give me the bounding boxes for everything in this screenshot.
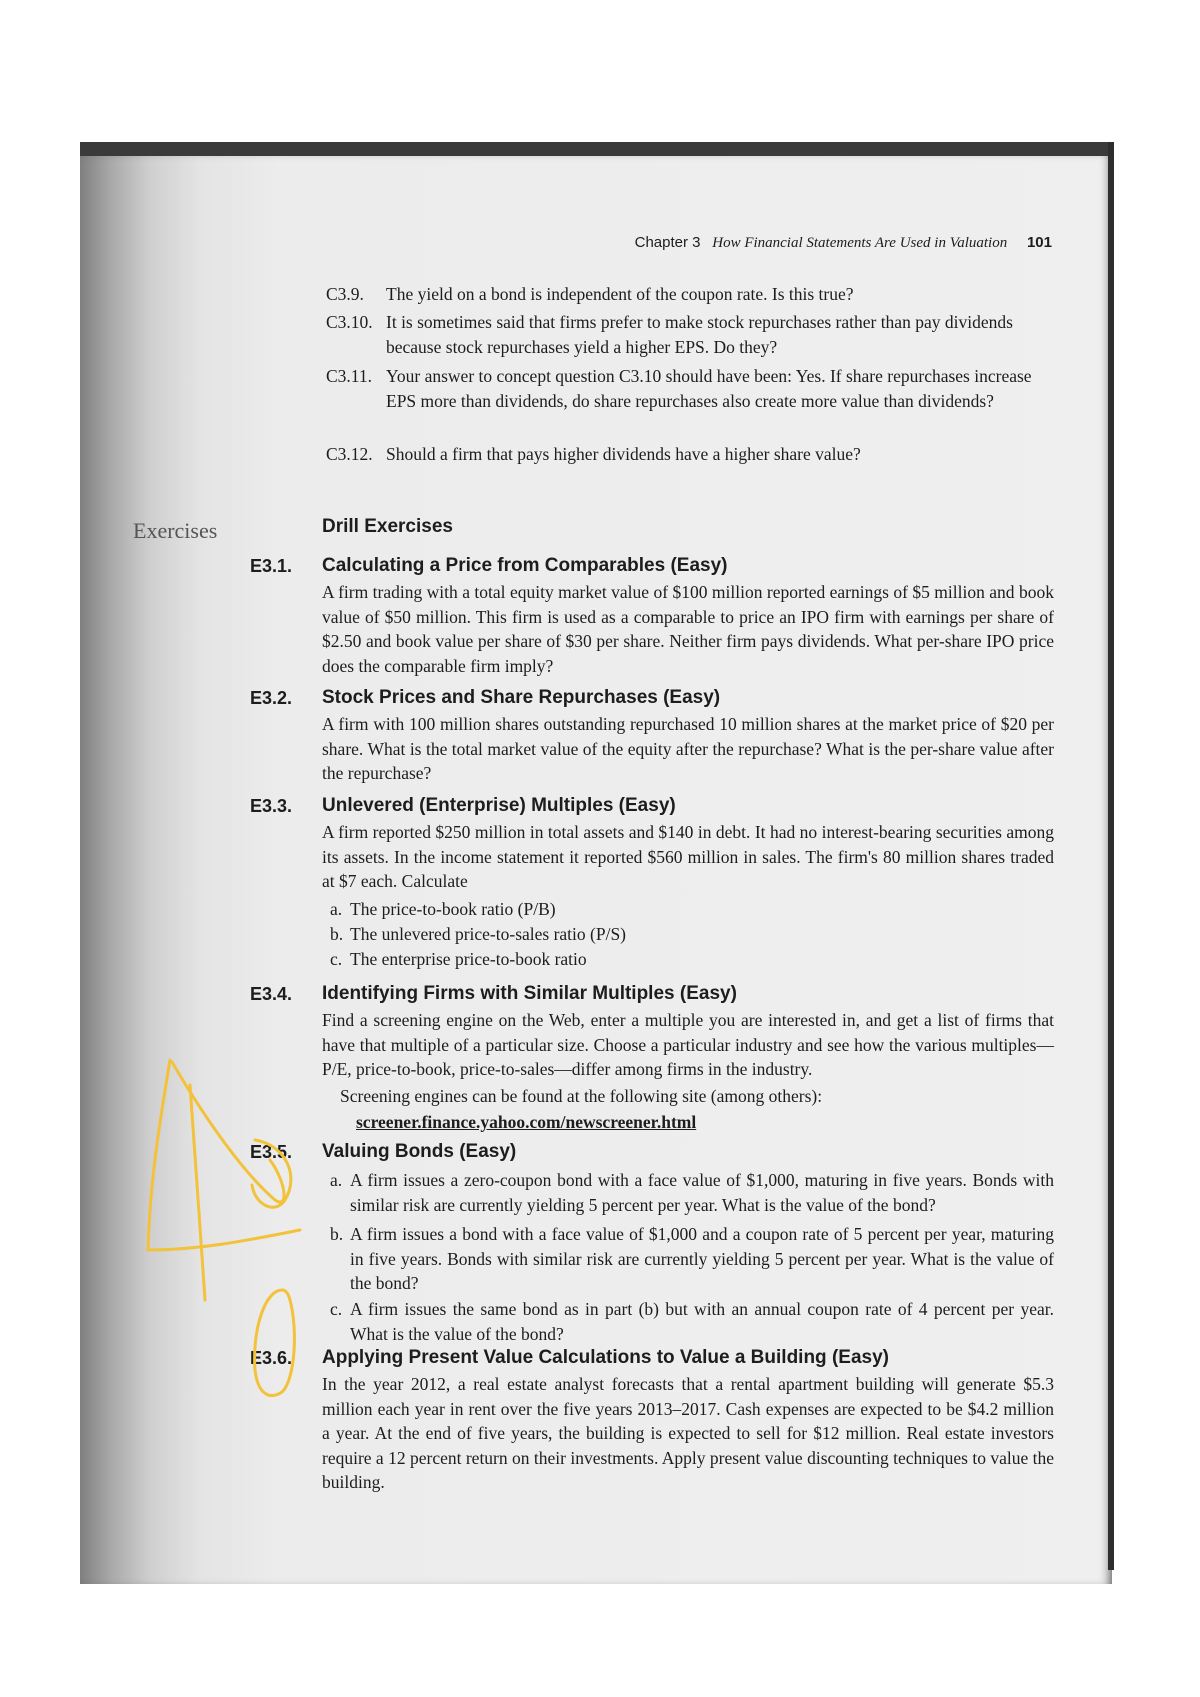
question-text: The yield on a bond is independent of the coupon rate. Is this true?	[386, 284, 854, 304]
list-item	[330, 1222, 1054, 1296]
concept-question	[326, 442, 1054, 467]
screening-note: Screening engines can be found at the following site (among others):	[340, 1086, 823, 1106]
question-text: It is sometimes said that firms prefer to make stock repurchases rather than pay dividends because stock repurchases yield a higher EPS. Do they?	[386, 312, 1013, 357]
item-letter: c.	[330, 1299, 343, 1319]
list-item	[330, 1297, 1054, 1346]
exercise-number: E3.3.	[250, 796, 293, 816]
question-number: C3.12.	[326, 444, 373, 464]
item-letter: a.	[330, 1170, 343, 1190]
list-item	[330, 897, 1030, 922]
concept-question	[326, 282, 1054, 307]
section-title: Drill Exercises	[322, 516, 453, 537]
screener-link[interactable]: screener.finance.yahoo.com/newscreener.html	[356, 1112, 697, 1132]
exercise-body: Find a screening engine on the Web, enter a multiple you are interested in, and get a list of firms that have that multiple of a particular size. Choose a particular industry and see how the various multiples—P/E, price-to-book, price-to-sales—differ among firms in the industry.	[322, 1010, 1054, 1079]
exercise-body: A firm trading with a total equity market value of $100 million reported earnings of $5 million and book value of $50 million. This firm is used as a comparable to price an IPO firm with earnings per share of $2.50 and book value per share of $30 per share. Neither firm pays dividends. What per-share IPO price does the comparable firm imply?	[322, 582, 1054, 676]
exercise-number: E3.1.	[250, 556, 293, 576]
item-text: The unlevered price-to-sales ratio (P/S)	[350, 924, 627, 944]
question-number: C3.9.	[326, 284, 364, 304]
exercise-title: Applying Present Value Calculations to Value a Building (Easy)	[322, 1347, 889, 1368]
chapter-title: How Financial Statements Are Used in Valuation	[712, 235, 1008, 251]
page-number: 101	[1026, 234, 1052, 251]
concept-question	[326, 364, 1054, 414]
item-letter: a.	[330, 899, 343, 919]
exercise-body: A firm reported $250 million in total assets and $140 in debt. It had no interest-bearing securities among its assets. In the income statement it reported $560 million in sales. The firm's 80 million shares traded at $7 each. Calculate	[322, 822, 1054, 891]
item-text: A firm issues the same bond as in part (b) but with an annual coupon rate of 4 percent per year. What is the value of the bond?	[350, 1299, 1054, 1344]
exercise-title: Calculating a Price from Comparables (Easy)	[322, 555, 728, 576]
item-text: A firm issues a bond with a face value of $1,000 and a coupon rate of 5 percent per year, maturing in five years. Bonds with similar risk are currently yielding 5 percent per year. What is the value of the bond?	[350, 1224, 1054, 1293]
exercise-number: E3.4.	[250, 984, 293, 1004]
exercise-number: E3.2.	[250, 688, 293, 708]
list-item	[330, 922, 1030, 947]
page-edge-shadow	[1108, 142, 1114, 1570]
question-text: Should a firm that pays higher dividends have a higher share value?	[386, 444, 861, 464]
question-text: Your answer to concept question C3.10 should have been: Yes. If share repurchases increase EPS more than dividends, do share repurchases also create more value than dividends?	[386, 366, 1032, 411]
running-header	[0, 234, 1052, 252]
exercise-title: Identifying Firms with Similar Multiples (Easy)	[322, 983, 737, 1004]
item-letter: b.	[330, 1224, 344, 1244]
question-number: C3.11.	[326, 366, 373, 386]
concept-question	[326, 310, 1054, 360]
item-text: The price-to-book ratio (P/B)	[350, 899, 556, 919]
item-text: The enterprise price-to-book ratio	[350, 949, 587, 969]
exercise-body: In the year 2012, a real estate analyst forecasts that a rental apartment building will generate $5.3 million each year in rent over the five years 2013–2017. Cash expenses are expected to be $4.2 million a year. At the end of five years, the building is expected to sell for $12 million. Real estate investors require a 12 percent return on their investments. Apply present value discounting techniques to value the building.	[322, 1374, 1054, 1492]
chapter-label: Chapter 3	[634, 234, 701, 251]
item-text: A firm issues a zero-coupon bond with a face value of $1,000, maturing in five years. Bonds with similar risk are currently yielding 5 percent per year. What is the value of the bond?	[350, 1170, 1054, 1215]
list-item	[330, 947, 1030, 972]
exercise-number: E3.5.	[250, 1142, 293, 1162]
item-letter: c.	[330, 949, 343, 969]
exercise-title: Valuing Bonds (Easy)	[322, 1141, 517, 1162]
list-item	[330, 1168, 1054, 1217]
item-letter: b.	[330, 924, 344, 944]
exercise-title: Unlevered (Enterprise) Multiples (Easy)	[322, 795, 676, 816]
exercise-title: Stock Prices and Share Repurchases (Easy)	[322, 687, 721, 708]
side-label: Exercises	[133, 518, 218, 543]
question-number: C3.10.	[326, 312, 373, 332]
exercise-number: E3.6.	[250, 1348, 293, 1368]
exercise-body: A firm with 100 million shares outstanding repurchased 10 million shares at the market price of $20 per share. What is the total market value of the equity after the repurchase? What is the per-share value after the repurchase?	[322, 714, 1054, 783]
